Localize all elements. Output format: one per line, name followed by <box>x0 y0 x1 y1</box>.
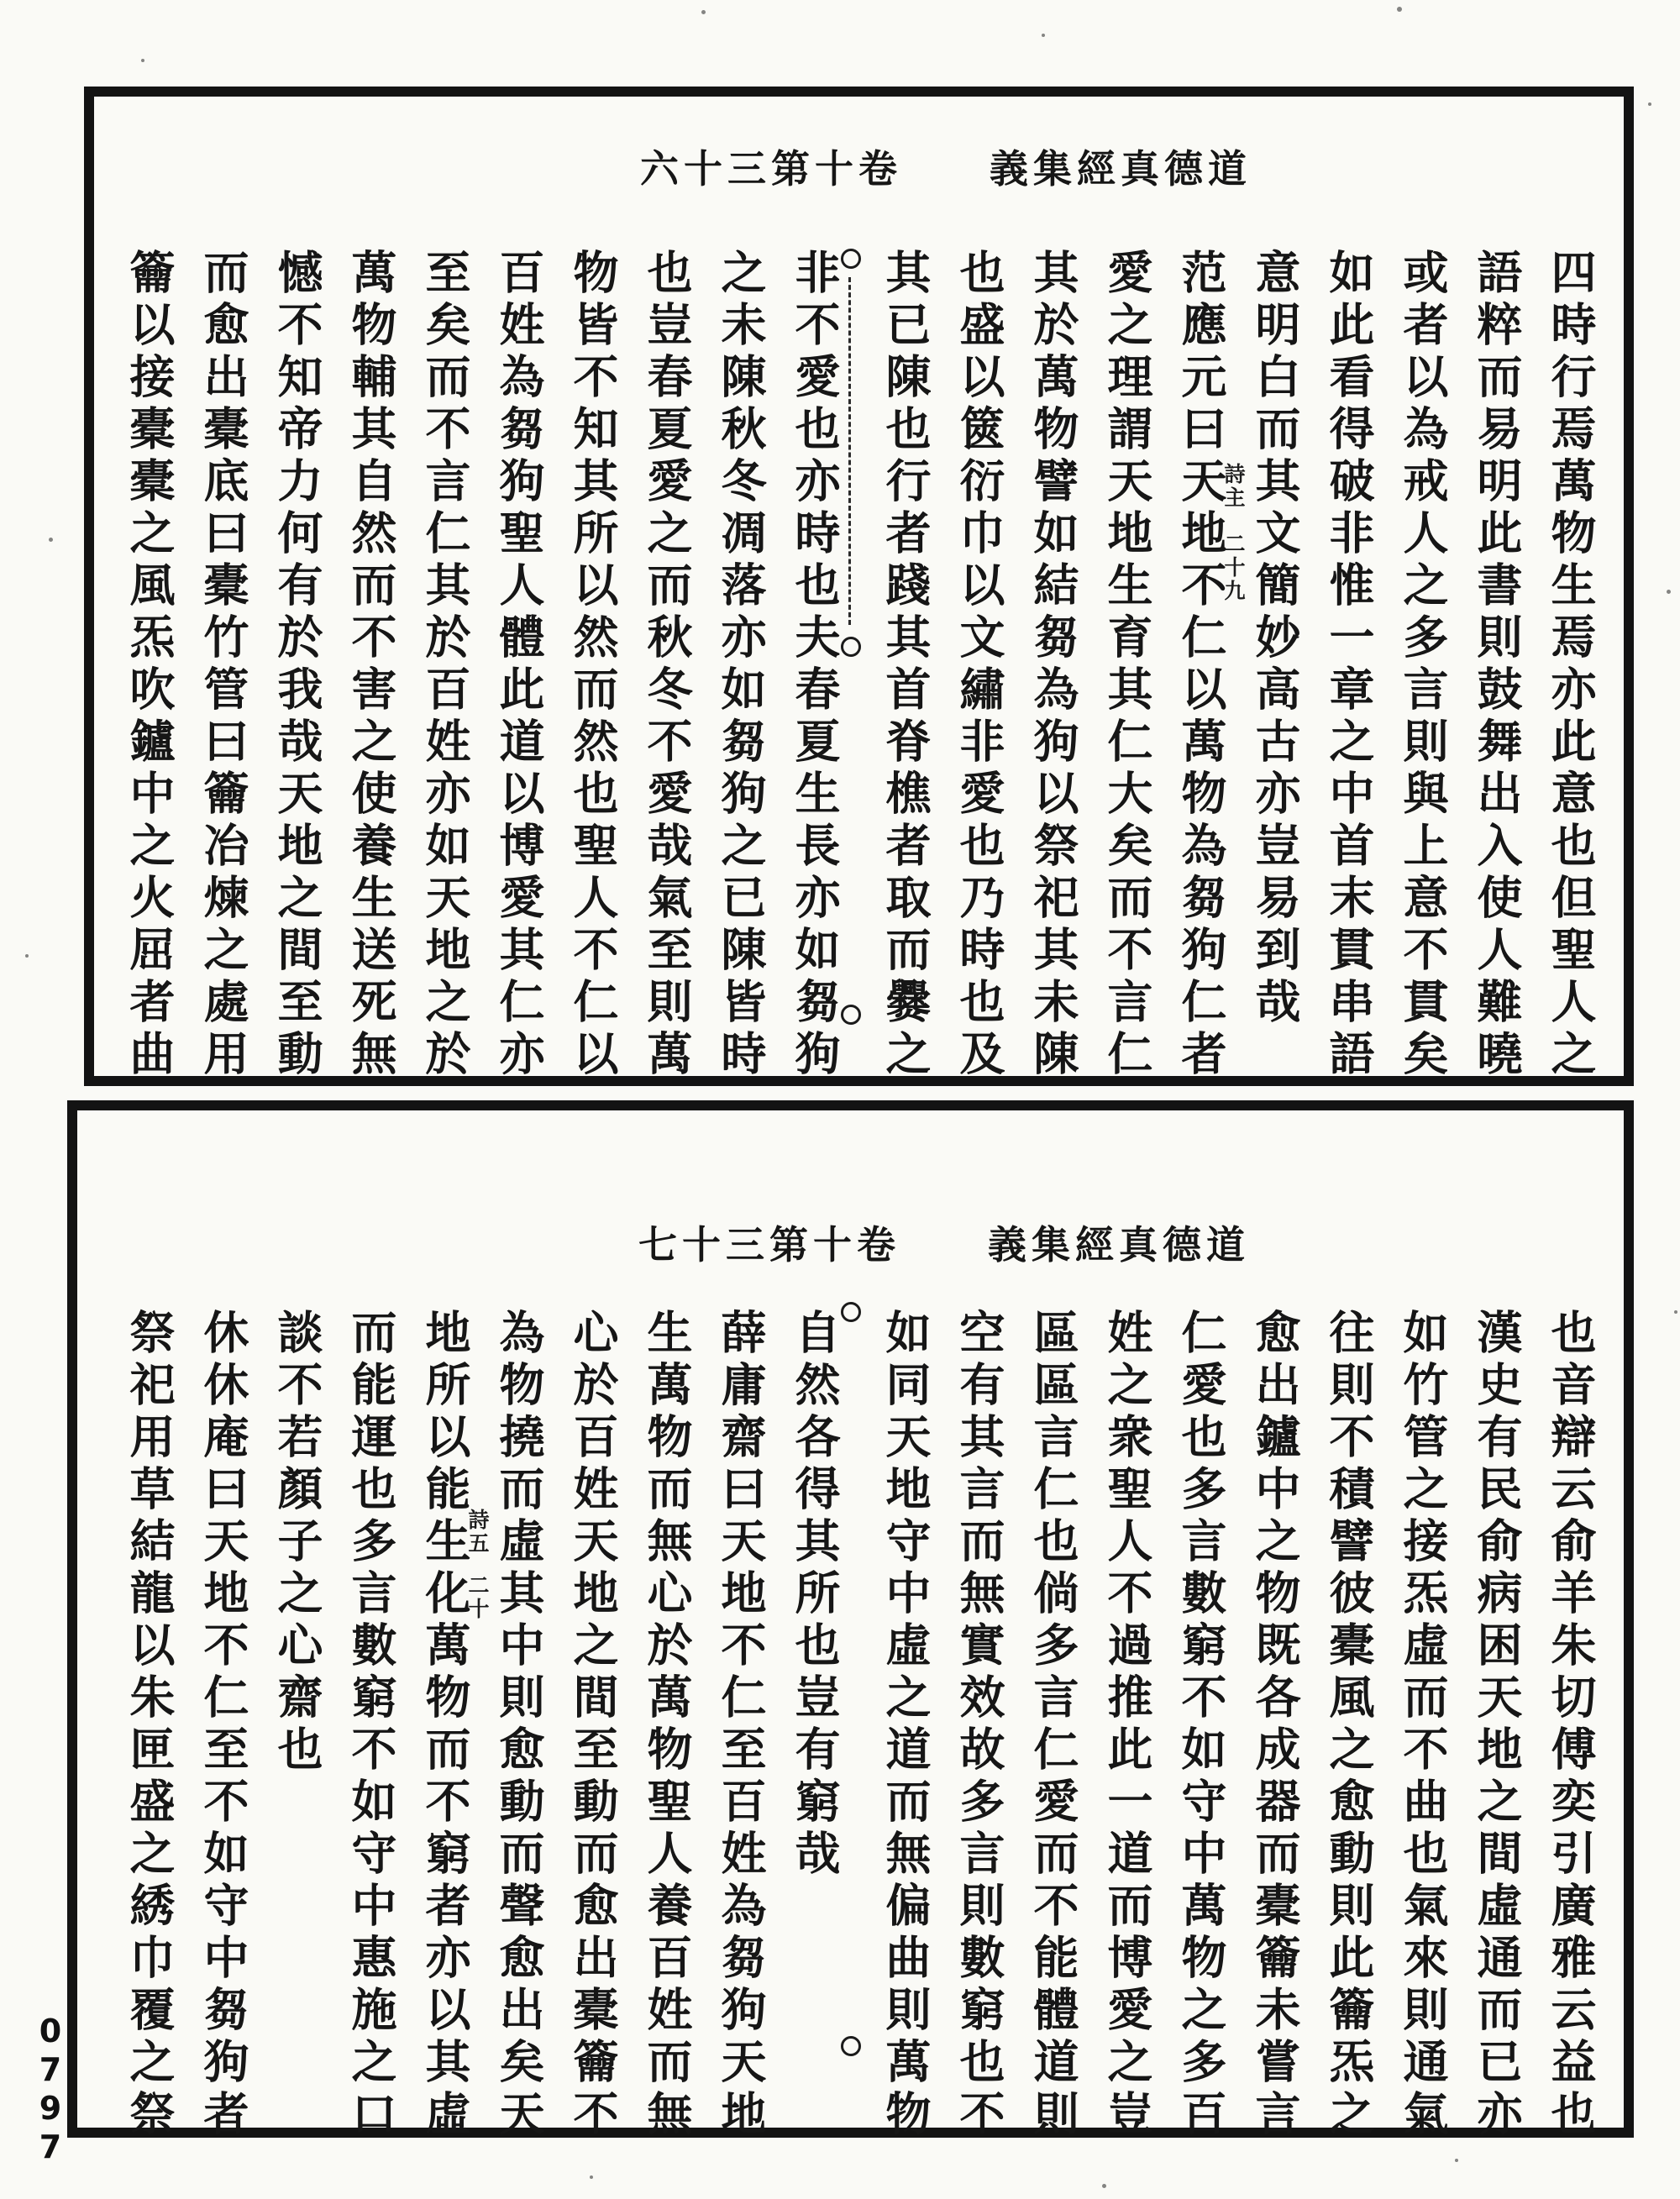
scan-speckle <box>590 2175 593 2179</box>
text-column: 百姓為芻狗聖人體此道以博愛其仁亦 <box>492 249 546 1082</box>
text-column: 如同天地守中虛之道而無偏曲則萬物 <box>879 1309 932 2142</box>
text-column: 非不愛也亦時也夫春夏生長亦如芻狗 <box>788 249 842 1082</box>
text-column: 四時行焉萬物生焉亦此意也但聖人之 <box>1544 249 1598 1082</box>
scan-speckle <box>49 538 53 542</box>
text-column: 姓之衆聖人不過推此一道而博愛之豈 <box>1100 1309 1154 2142</box>
fold-mark-circle <box>841 2036 861 2056</box>
scan-speckle <box>1674 1310 1677 1314</box>
fold-mark-circle <box>841 249 861 269</box>
text-column: 休休庵曰天地不仁至不如守中芻狗者 <box>197 1309 250 2142</box>
text-column: 為物撓而虛其中則愈動而聲愈出矣天 <box>492 1309 546 2142</box>
text-column: 薛庸齋曰天地不仁至百姓為芻狗天地 <box>714 1309 768 2142</box>
scan-speckle <box>1042 34 1045 37</box>
scan-speckle <box>25 954 29 958</box>
scan-speckle <box>701 10 706 14</box>
text-column: 自然各得其所也豈有窮哉 <box>788 1309 842 1881</box>
text-column: 往則不積譬彼橐風之愈動則此籥炁之 <box>1322 1309 1376 2142</box>
text-column: 談不若顏子之心齋也 <box>270 1309 324 1777</box>
text-column: 生萬物而無心於萬物聖人養百姓而無 <box>640 1309 694 2142</box>
folio-header: 六十三第十卷 義集經真德道 <box>640 146 1252 192</box>
text-column: 如竹管之接炁虛而不曲也氣來則通氣 <box>1396 1309 1450 2142</box>
text-column: 漢史有民俞病困天地之間虛通而已亦 <box>1470 1309 1524 2142</box>
text-column: 萬物輔其自然而不害之使養生送死無 <box>344 249 398 1082</box>
text-column: 物皆不知其所以然而然也聖人不仁以 <box>566 249 620 1082</box>
text-column: 空有其言而無實效故多言則數窮也不 <box>953 1309 1006 2142</box>
text-column: 憾不知帝力何有於我哉天地之間至動 <box>270 249 324 1082</box>
scan-speckle <box>1102 2184 1106 2188</box>
text-column: 至矣而不言仁其於百姓亦如天地之於 <box>418 249 472 1082</box>
folio-bottom <box>67 1100 1634 2142</box>
text-column: 其已陳也行者踐其首脊樵者取而爨之 <box>879 249 932 1082</box>
text-column: 之未陳秋冬凋落亦如芻狗之已陳皆時 <box>714 249 768 1082</box>
folio-top <box>84 87 1634 1086</box>
text-column: 而愈出橐底曰橐竹管曰籥冶煉之處用 <box>197 249 250 1082</box>
margin-note: 二十九 <box>1221 533 1246 603</box>
fold-mark-circle <box>841 1005 861 1025</box>
text-column: 其於萬物譬如結芻為狗以祭祀其未陳 <box>1026 249 1080 1082</box>
text-column: 祭祀用草結龍以朱匣盛之綉巾覆之祭 <box>123 1309 176 2142</box>
scan-speckle <box>1667 590 1671 594</box>
margin-note: 詩五 <box>465 1509 490 1556</box>
text-column: 區區言仁也倘多言仁愛而不能體道則 <box>1026 1309 1080 2142</box>
text-column: 心於百姓天地之間至動而愈出橐籥不 <box>566 1309 620 2142</box>
fold-crease-line <box>848 277 851 625</box>
text-column: 仁愛也多言數窮不如守中萬物之多百 <box>1174 1309 1228 2142</box>
scan-speckle <box>1648 102 1651 106</box>
text-column: 愈出鑪中之物既各成器而橐籥未嘗言 <box>1248 1309 1302 2142</box>
scan-speckle <box>1455 2159 1458 2162</box>
text-column: 意明白而其文簡妙高古亦豈易到哉 <box>1248 249 1302 1030</box>
scan-speckle <box>1397 7 1402 12</box>
text-column: 籥以接橐橐之風炁吹鑪中之火屈者曲 <box>123 249 176 1082</box>
margin-note: 二十 <box>465 1574 490 1621</box>
text-column: 或者以為戒人之多言則與上意不貫矣 <box>1396 249 1450 1082</box>
text-column: 地所以能生化萬物而不窮者亦以其虛 <box>418 1309 472 2142</box>
text-column: 也音辯云俞羊朱切傅奕引廣雅云益也 <box>1544 1309 1598 2142</box>
text-column: 而能運也多言數窮不如守中惠施之口 <box>344 1309 398 2142</box>
text-column: 也豈春夏愛之而秋冬不愛哉氣至則萬 <box>640 249 694 1082</box>
text-column: 也盛以篋衍巾以文繡非愛也乃時也及 <box>953 249 1006 1082</box>
text-column: 范應元曰天地不仁以萬物為芻狗仁者 <box>1174 249 1228 1082</box>
margin-note: 詩主 <box>1221 463 1246 510</box>
scan-speckle <box>141 59 144 62</box>
fold-mark-circle <box>841 637 861 657</box>
text-column: 如此看得破非惟一章之中首末貫串語 <box>1322 249 1376 1082</box>
folio-body <box>84 1309 1617 2140</box>
text-column: 愛之理謂天地生育其仁大矣而不言仁 <box>1100 249 1154 1082</box>
folio-body <box>101 249 1617 1080</box>
fold-mark-circle <box>841 1302 861 1322</box>
page-number: 0797 <box>32 2013 69 2167</box>
text-column: 語粹而易明此書則鼓舞出入使人難曉 <box>1470 249 1524 1082</box>
folio-header: 七十三第十卷 義集經真德道 <box>638 1222 1250 1267</box>
